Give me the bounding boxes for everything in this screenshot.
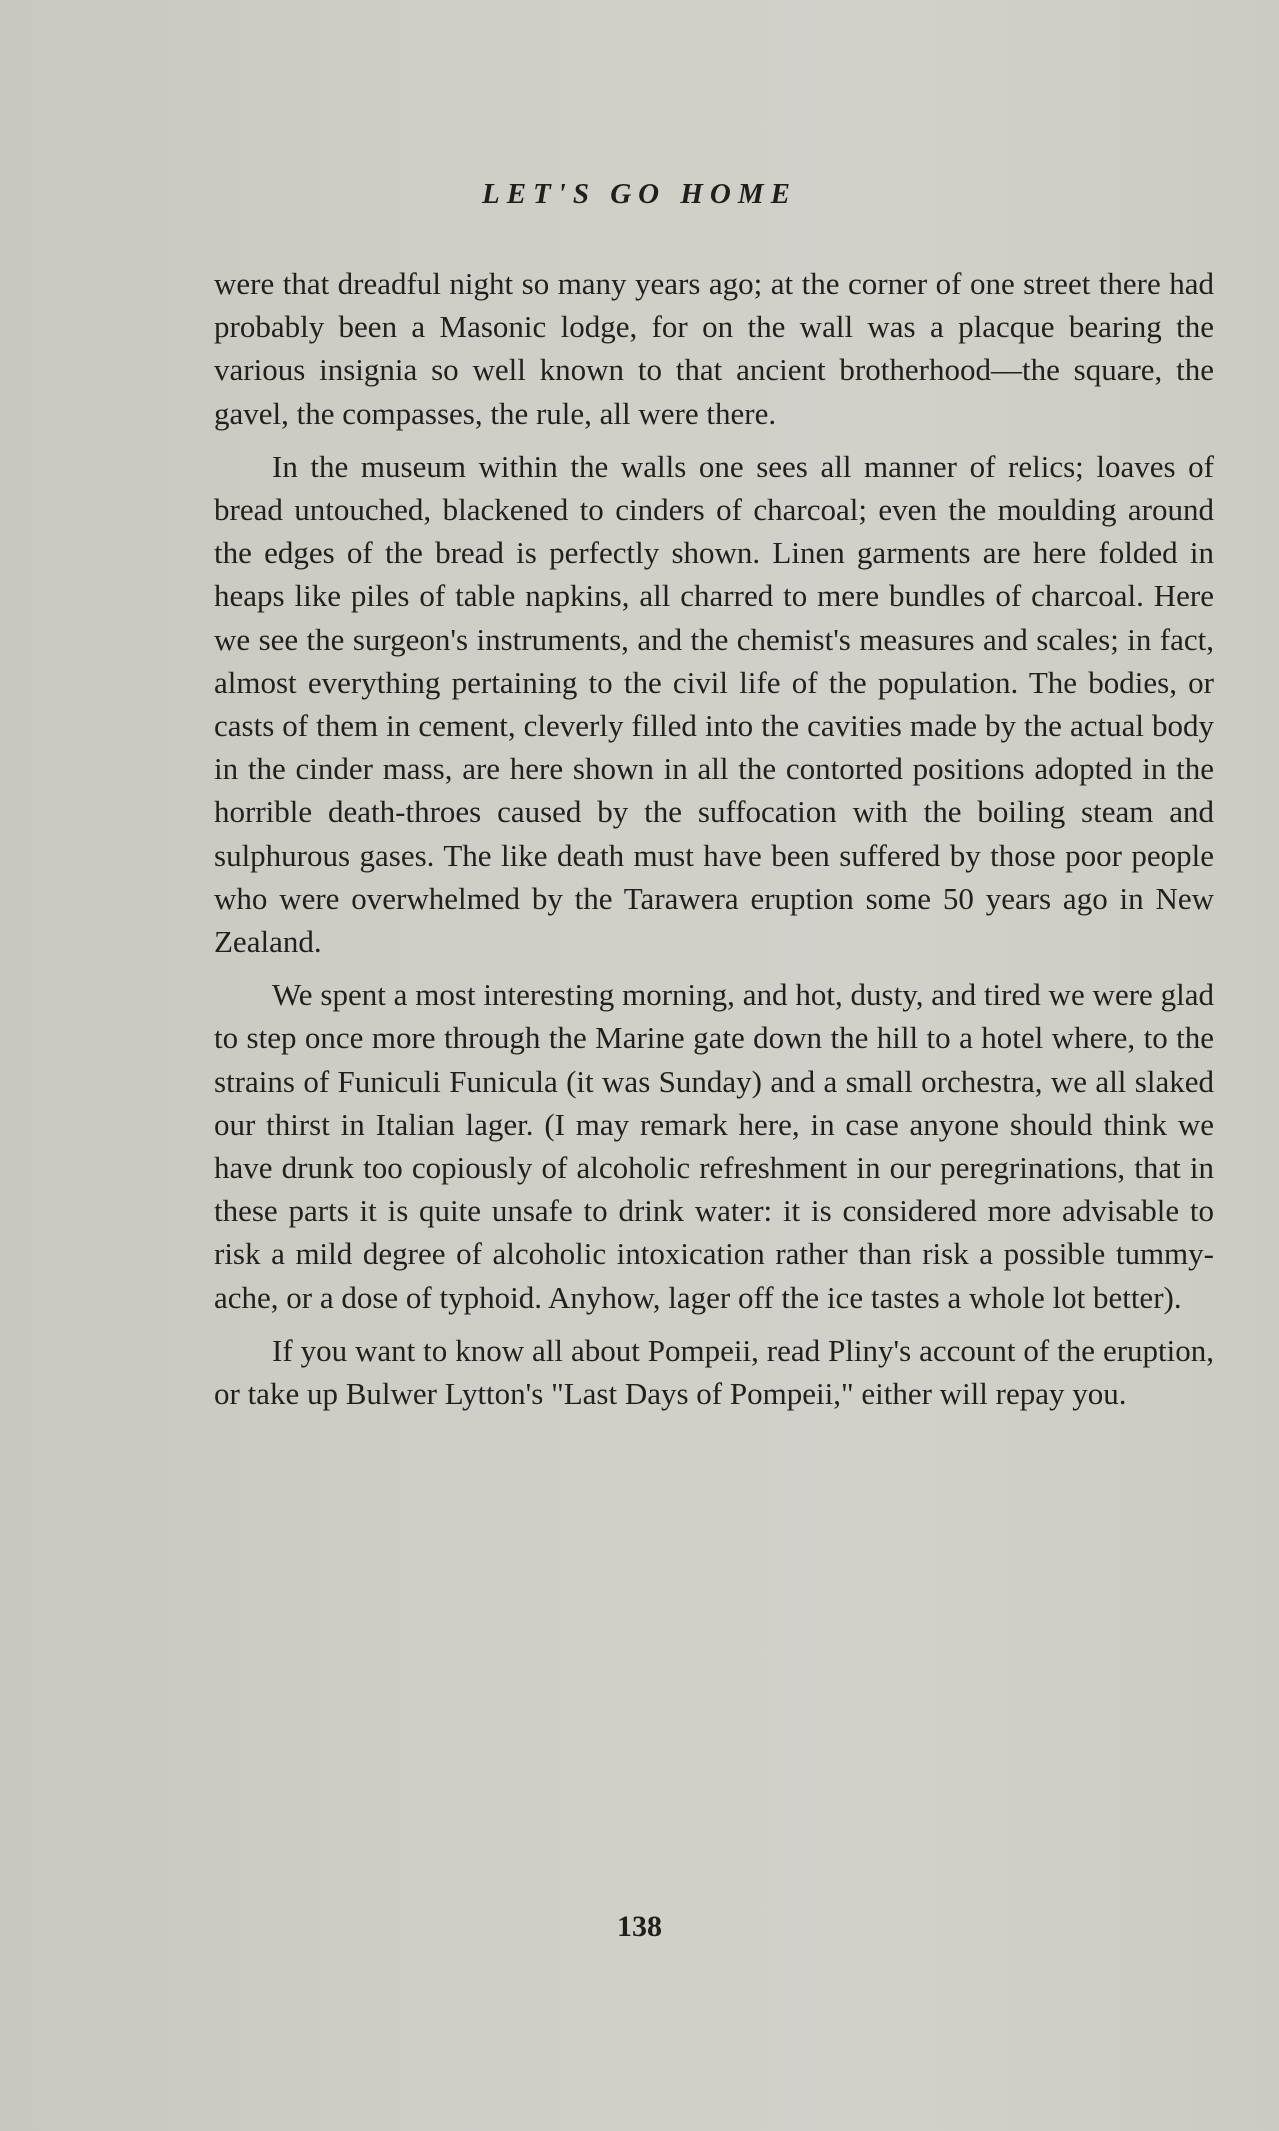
page-number: 138: [617, 1910, 662, 1943]
paragraph-continued: were that dreadful night so many years ago; at the corner of one street there had probably been a Masonic lodge, for on the wall was a placque bearing the various insignia so well known to that ancient brotherhood—the square, the gavel, the compasses, the rule, all were there.: [214, 266, 1214, 431]
paragraph-museum: In the museum within the walls one sees all manner of relics; loaves of bread untouched, blackened to cinders of charcoal; even the moulding around the edges of the bread is perfectly shown. Linen garments are here folded in heaps like piles of table napkins, all charred to mere bundles of charcoal. Here we see the surgeon's instruments, and the chemist's measures and scales; in fact, almost everything pertaining to the civil life of the population. The bodies, or casts of them in cement, cleverly filled into the cavities made by the actual body in the cinder mass, are here shown in all the contorted positions adopted in the horrible death-throes caused by the suffocation with the boiling steam and sulphurous gases. The like death must have been suffered by those poor people who were overwhelmed by the Tarawera eruption some 50 years ago in New Zealand.: [214, 448, 1214, 960]
body-text: [214, 262, 1214, 1425]
paragraph-pompeii: If you want to know all about Pompeii, read Pliny's account of the eruption, or take up Bulwer Lytton's "Last Days of Pompeii," either will repay you.: [214, 1332, 1214, 1412]
running-head: LET'S GO HOME: [482, 178, 797, 210]
paragraph-morning: We spent a most interesting morning, and hot, dusty, and tired we were glad to step once more through the Marine gate down the hill to a hotel where, to the strains of Funiculi Funicula (it was Sunday) and a small orchestra, we all slaked our thirst in Italian lager. (I may remark here, in case anyone should think we have drunk too copiously of alcoholic refreshment in our peregrinations, that in these parts it is quite unsafe to drink water: it is considered more advisable to risk a mild degree of alcoholic intoxication rather than risk a possible tummy-ache, or a dose of typhoid. Anyhow, lager off the ice tastes a whole lot better).: [214, 977, 1214, 1315]
